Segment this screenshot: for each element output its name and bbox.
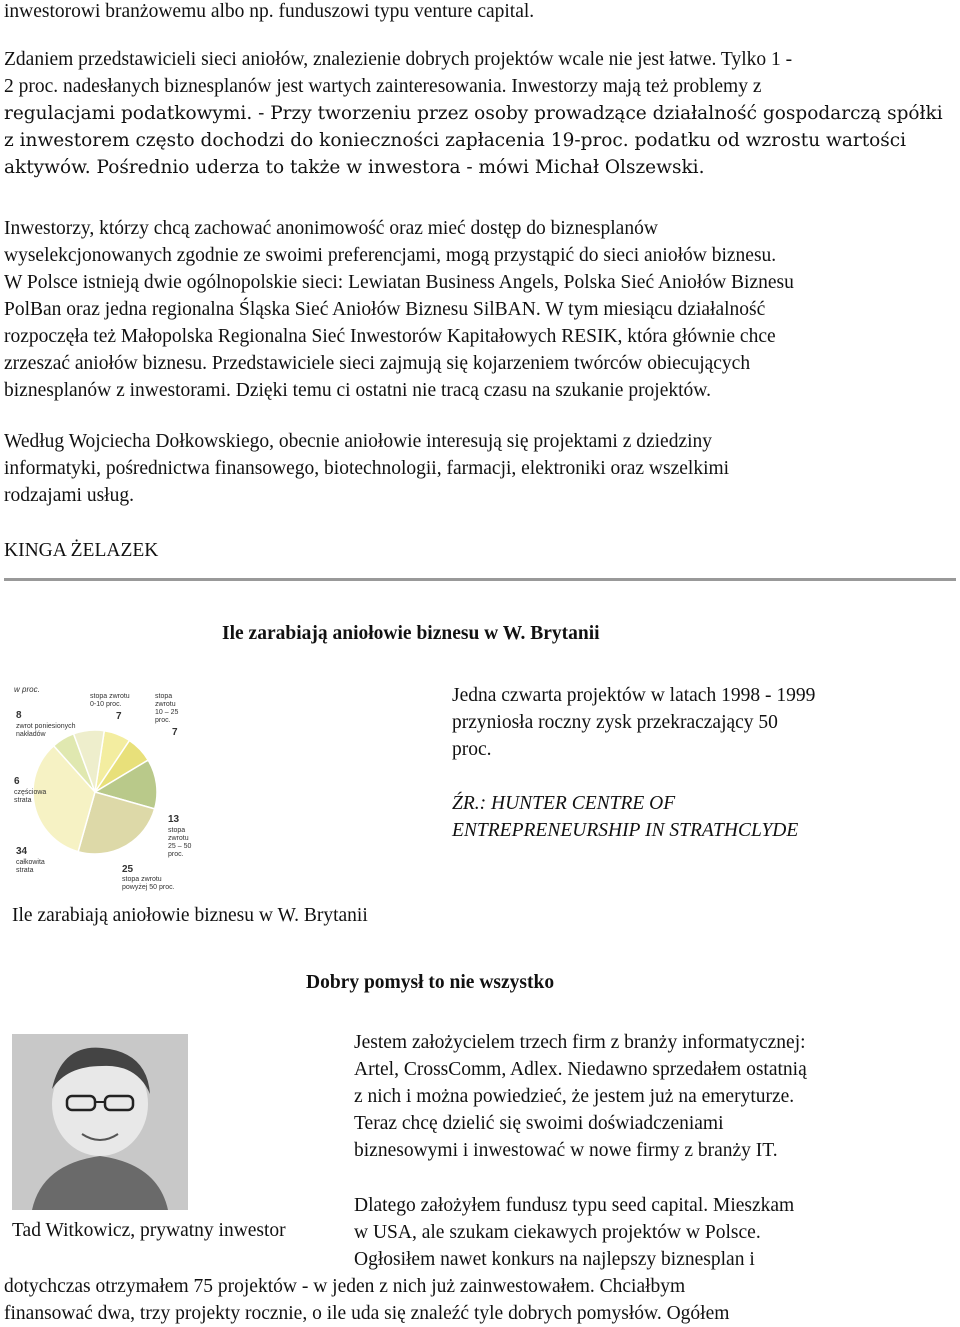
photo-caption: Tad Witkowicz, prywatny inwestor: [12, 1220, 286, 1241]
paragraph-line: zrzeszać aniołów biznesu. Przedstawiciele sieci zajmują się kojarzeniem twórców obiecujących: [4, 353, 751, 374]
author-signature: KINGA ŻELAZEK: [4, 540, 159, 561]
section-title-good-idea: Dobry pomysł to nie wszystko: [306, 972, 555, 993]
label-text: częściowa: [14, 789, 47, 796]
label-value-7a: 7: [116, 711, 122, 722]
paragraph-line: z inwestorem często dochodzi do konieczności zapłacenia 19-proc. podatku od wzrostu wartości: [4, 130, 907, 151]
label-text: proc.: [168, 851, 184, 858]
summary-line: proc.: [452, 739, 492, 760]
chart-unit-label: w proc.: [14, 685, 40, 694]
chart-summary: [452, 682, 815, 763]
label-text: zwrotu: [168, 835, 189, 842]
paragraph-2: [4, 215, 794, 404]
quote-block-b: [354, 1192, 794, 1273]
portrait-illustration: [12, 1034, 188, 1210]
paragraph-1: [4, 46, 943, 181]
label-value-6: 6: [14, 776, 20, 787]
pie-chart: [10, 682, 200, 892]
portrait-photo: [12, 1034, 188, 1210]
label-value-34: 34: [16, 846, 28, 857]
quote-block-full: [4, 1273, 729, 1327]
chart-caption: Ile zarabiają aniołowie biznesu w W. Brytanii: [12, 905, 368, 926]
chart-source: [452, 790, 798, 844]
section-title-uk-angels: Ile zarabiają aniołowie biznesu w W. Brytanii: [222, 623, 600, 644]
pie-slices: [33, 730, 157, 854]
quote-line: finansować dwa, trzy projekty rocznie, o ile uda się znaleźć tyle dobrych pomysłów. Ogółem: [4, 1303, 730, 1324]
paragraph-3: [4, 428, 729, 509]
quote-block-a: [354, 1029, 807, 1164]
label-text: stopa zwrotu: [122, 876, 162, 883]
source-line: ŹR.: HUNTER CENTRE OF: [452, 793, 676, 814]
quote-line: Ogłosiłem nawet konkurs na najlepszy biznesplan i: [354, 1249, 755, 1270]
label-text: stopa: [168, 827, 186, 834]
label-value-7b: 7: [172, 727, 178, 738]
section-divider: [4, 578, 956, 581]
label-text: stopa: [155, 693, 173, 700]
label-text: zwrotu: [155, 701, 176, 708]
label-text: 25 – 50: [168, 843, 192, 850]
label-text: strata: [16, 867, 34, 874]
paragraph-line: Według Wojciecha Dołkowskiego, obecnie aniołowie interesują się projektami z dziedziny: [4, 431, 713, 452]
paragraph-line: W Polsce istnieją dwie ogólnopolskie sieci: Lewiatan Business Angels, Polska Sieć Aniołów Biznesu: [4, 272, 794, 293]
paragraph-line: aktywów. Pośrednio uderza to także w inwestora - mówi Michał Olszewski.: [4, 157, 705, 178]
label-text: 0-10 proc.: [90, 701, 122, 708]
label-text: strata: [14, 797, 32, 804]
quote-line: Jestem założycielem trzech firm z branży informatycznej:: [354, 1032, 806, 1053]
label-text: stopa zwrotu: [90, 693, 130, 700]
paragraph-line: rozpoczęła też Małopolska Regionalna Sieć Inwestorów Kapitałowych RESIK, która głównie chce: [4, 326, 776, 347]
label-text: proc.: [155, 717, 171, 724]
paragraph-line: Zdaniem przedstawicieli sieci aniołów, znalezienie dobrych projektów wcale nie jest łatwe. Tylko 1 -: [4, 49, 793, 70]
intro-line: inwestorowi branżowemu albo np. funduszowi typu venture capital.: [4, 1, 535, 22]
quote-line: dotychczas otrzymałem 75 projektów - w jeden z nich już zainwestowałem. Chciałbym: [4, 1276, 686, 1297]
label-value-8: 8: [16, 710, 22, 721]
label-value-13: 13: [168, 814, 180, 825]
paragraph-line: wyselekcjonowanych zgodnie ze swoimi preferencjami, mogą przystąpić do sieci aniołów biznesu.: [4, 245, 777, 266]
paragraph-line: PolBan oraz jedna regionalna Śląska Sieć Aniołów Biznesu SilBAN. W tym miesiącu działalność: [4, 299, 766, 320]
summary-line: przyniosła roczny zysk przekraczający 50: [452, 712, 778, 733]
label-text: powyżej 50 proc.: [122, 884, 175, 891]
quote-line: biznesowymi i inwestować w nowe firmy z branży IT.: [354, 1140, 778, 1161]
quote-line: z nich i można powiedzieć, że jestem już na emeryturze.: [354, 1086, 795, 1107]
label-value-25: 25: [122, 864, 134, 875]
summary-line: Jedna czwarta projektów w latach 1998 - 1999: [452, 685, 816, 706]
source-line: ENTREPRENEURSHIP IN STRATHCLYDE: [452, 820, 799, 841]
paragraph-line: 2 proc. nadesłanych biznesplanów jest wartych zainteresowania. Inwestorzy mają też problemy z: [4, 76, 762, 97]
paragraph-line: regulacjami podatkowymi. - Przy tworzeniu przez osoby prowadzące działalność gospodarczą spółki: [4, 103, 943, 124]
paragraph-line: informatyki, pośrednictwa finansowego, biotechnologii, farmacji, elektroniki oraz wszelkimi: [4, 458, 730, 479]
paragraph-line: rodzajami usług.: [4, 485, 134, 506]
quote-line: w USA, ale szukam ciekawych projektów w Polsce.: [354, 1222, 761, 1243]
paragraph-line: Inwestorzy, którzy chcą zachować anonimowość oraz mieć dostęp do biznesplanów: [4, 218, 658, 239]
label-text: całkowita: [16, 859, 45, 866]
quote-line: Dlatego założyłem fundusz typu seed capital. Mieszkam: [354, 1195, 795, 1216]
label-text: 10 – 25: [155, 709, 179, 716]
quote-line: Teraz chcę dzielić się swoimi doświadczeniami: [354, 1113, 724, 1134]
paragraph-line: biznesplanów z inwestorami. Dzięki temu ci ostatni nie tracą czasu na szukanie projektów.: [4, 380, 711, 401]
label-text: zwrot poniesionych: [16, 723, 76, 730]
label-text: nakładów: [16, 731, 46, 738]
quote-line: Artel, CrossComm, Adlex. Niedawno sprzedałem ostatnią: [354, 1059, 807, 1080]
